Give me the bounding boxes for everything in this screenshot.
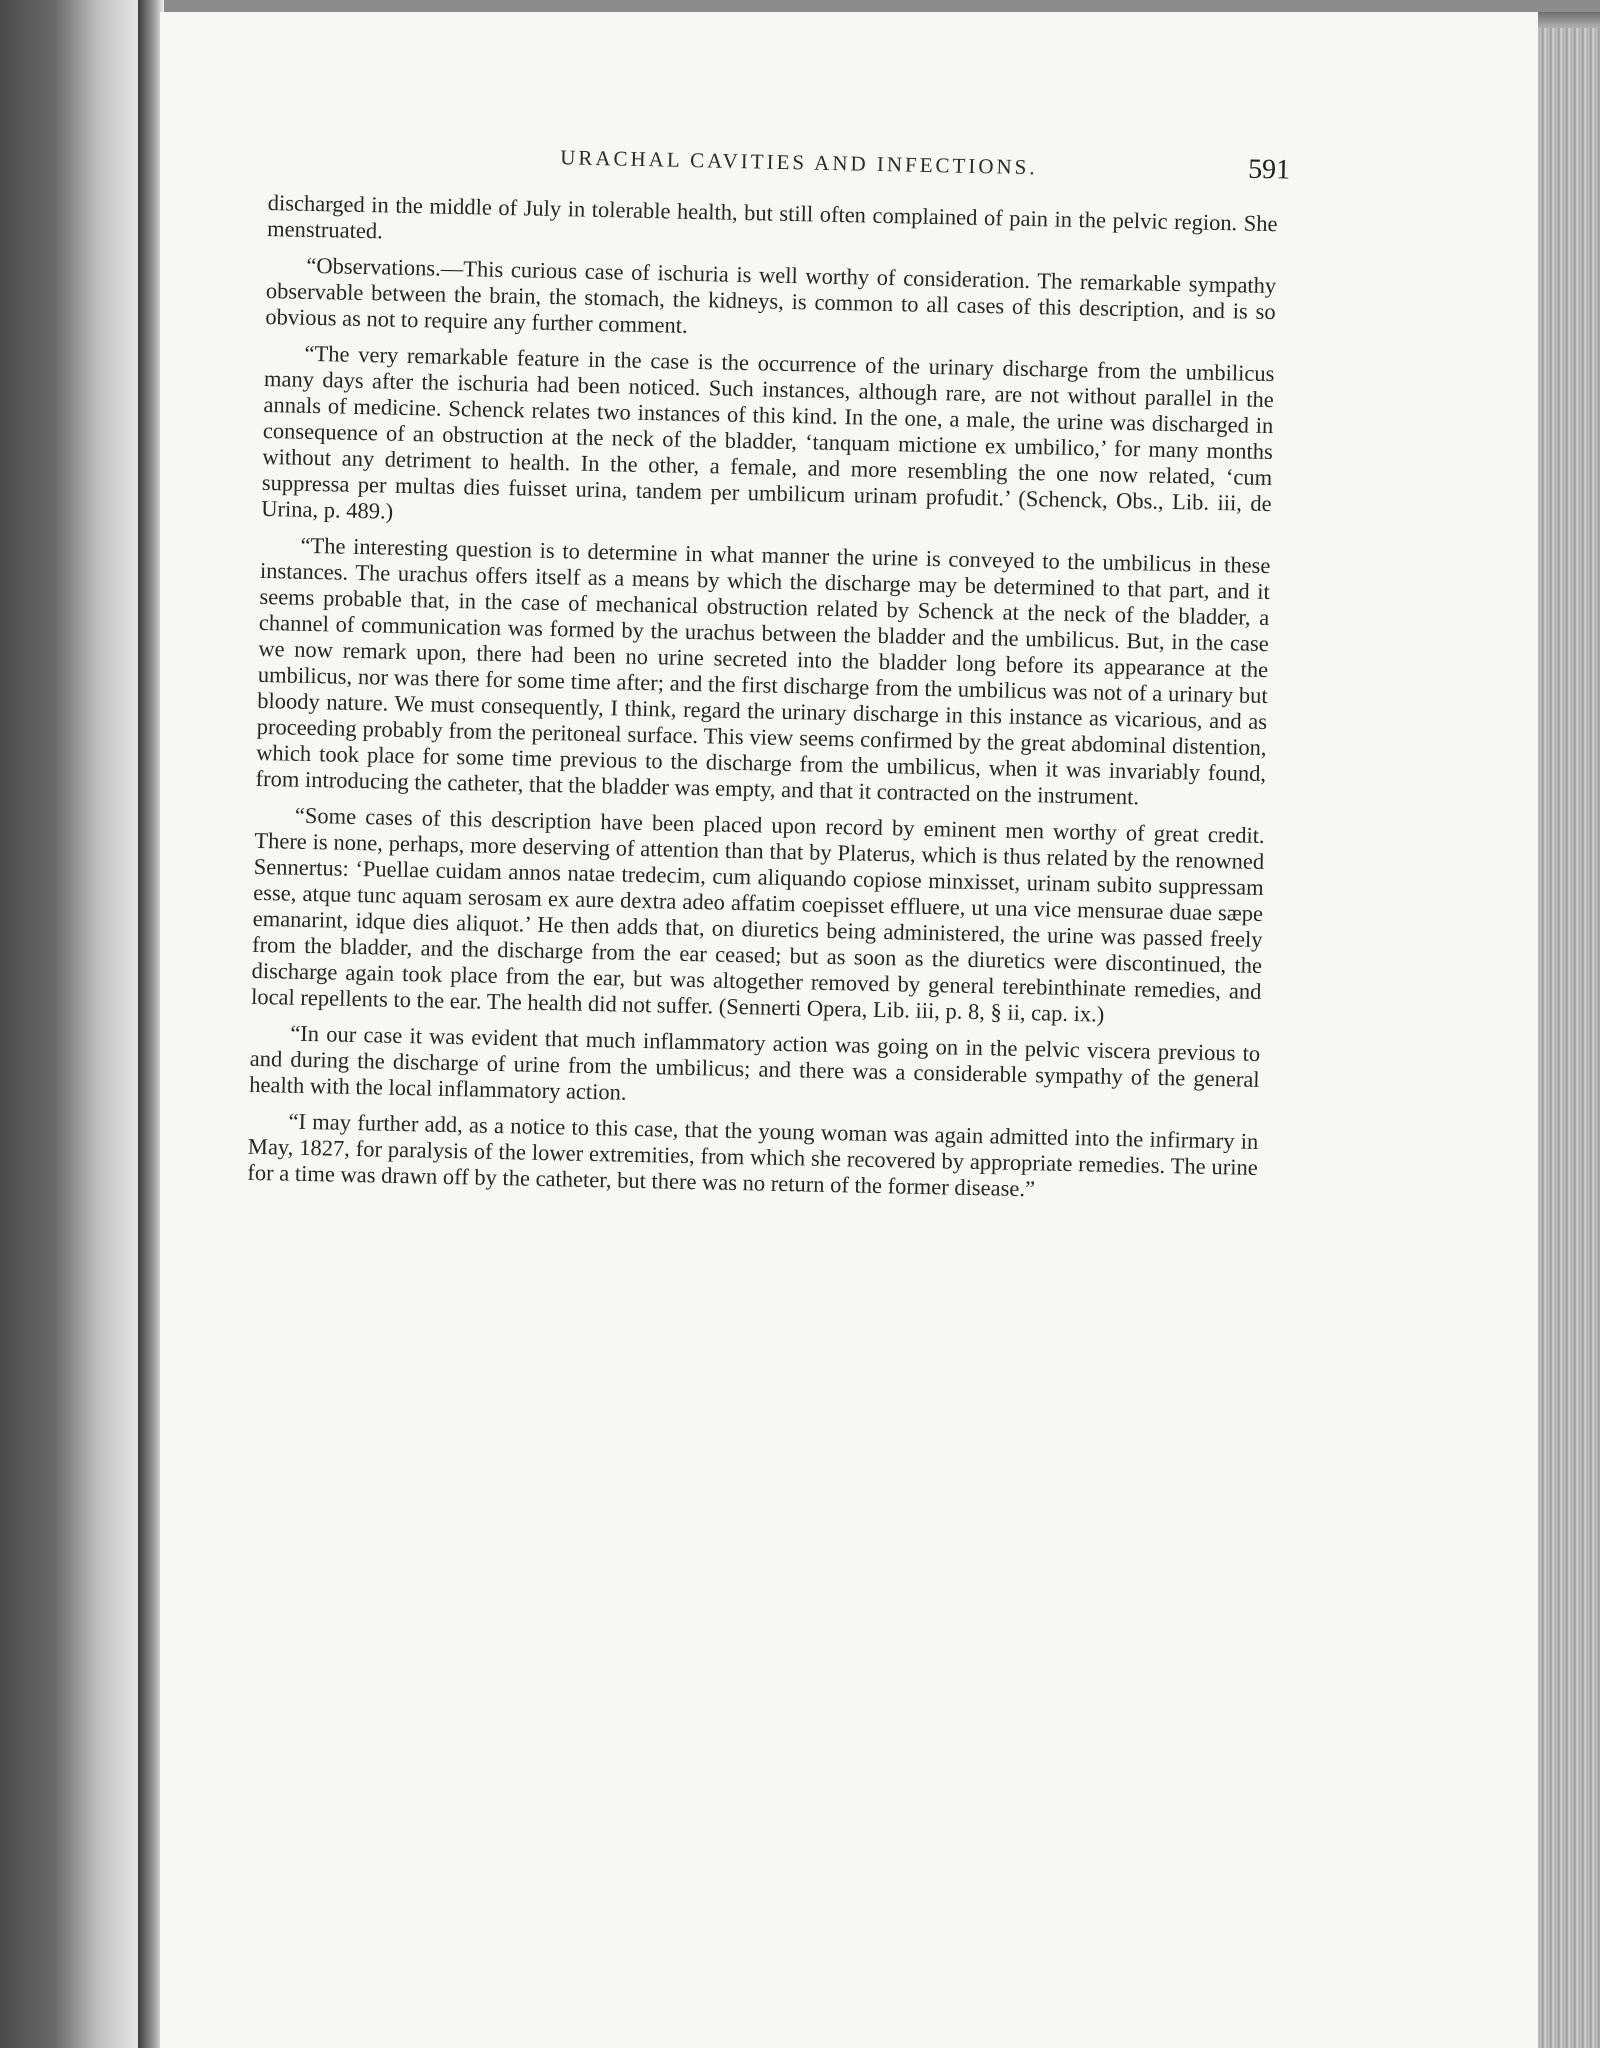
book-binding-left — [0, 0, 138, 2048]
paragraph: “I may further add, as a notice to this case, that the young woman was again admitted into the infirmary in May, 1827, for paralysis of the lower extremities, from which she recovered by appropriate remedies. The urine for a time was drawn off by the catheter, but there was no return of the former disease.” — [247, 1108, 1259, 1202]
page-edges-right — [1532, 28, 1600, 2048]
paragraph: discharged in the middle of July in tolerable health, but still often complained of pain in the pelvic region. She menstruated. — [266, 190, 1278, 244]
paragraph: “Observations.—This curious case of ischuria is well worthy of consideration. The remarkable sympathy observable between the brain, the stomach, the kidneys, is common to all cases of this description, and is so obvious as not to require any further comment. — [265, 252, 1277, 338]
page-number: 591 — [1247, 153, 1291, 186]
paragraph: “In our case it was evident that much inflammatory action was going on in the pelvic viscera previous to and during the discharge of urine from the umbilicus; and there was a considerable sympathy of the general health with the local inflammatory action. — [249, 1020, 1261, 1105]
paragraph: “Some cases of this description have been placed upon record by eminent men worthy of great credit. There is none, perhaps, more deserving of attention than that by Platerus, which is thus related by the renowned Sennertus: ‘Puellae cuidam annos natae tredecim, cum aliquando copiose minxisset, urinam subito suppressam esse, atque tunc aquam serosam ex aure dextra adeo affatim coepisset effluere, ut una vice mensurae duae sæpe emanarint, idque dies aliquot.’ He then adds that, on diuretics being administered, the urine was passed freely from the bladder, and the discharge from the ear ceased; but as soon as the diuretics were discontinued, the discharge again took place from the ear, but was altogether removed by general terebinthinate remedies, and local repellents to the ear. The health did not suffer. (Sennerti Opera, Lib. iii, p. 8, § ii, cap. ix.) — [250, 802, 1265, 1027]
running-head: URACHAL CAVITIES AND INFECTIONS. — [559, 145, 1038, 180]
paragraph: “The very remarkable feature in the case is the occurrence of the urinary discharge from the umbilicus many days after the ischuria had been noticed. Such instances, although rare, are not without parallel in the annals of medicine. Schenck relates two instances of this kind. In the one, a male, the urine was discharged in consequence of an obstruction at the neck of the bladder, ‘tanquam mictione ex umbilico,’ for many months without any detriment to health. In the other, a female, and more resembling the one now related, ‘cum suppressa per multas dies fuisset urina, tandem per umbilicum urinam profudit.’ (Schenck, Obs., Lib. iii, de Urina, p. 489.) — [261, 340, 1275, 524]
paragraph: “The interesting question is to determine in what manner the urine is conveyed to the umbilicus in these instances. The urachus offers itself as a means by which the discharge may be determined to that part, and it seems probable that, in the case of mechanical obstruction related by Schenck at the neck of the bladder, a channel of communication was formed by the urachus between the bladder and the umbilicus. But, in the case we now remark upon, there had been no urine secreted into the bladder long before its appearance at the umbilicus, nor was there for some time after; and the first discharge from the umbilicus was not of a urinary but bloody nature. We must consequently, I think, regard the urinary discharge in this instance as vicarious, and as proceeding probably from the peritoneal surface. This view seems confirmed by the great abdominal distention, which took place for some time previous to the discharge from the umbilicus, when it was invariably found, from introducing the catheter, that the bladder was empty, and that it contracted on the instrument. — [255, 532, 1271, 810]
body-text — [247, 190, 1278, 1217]
